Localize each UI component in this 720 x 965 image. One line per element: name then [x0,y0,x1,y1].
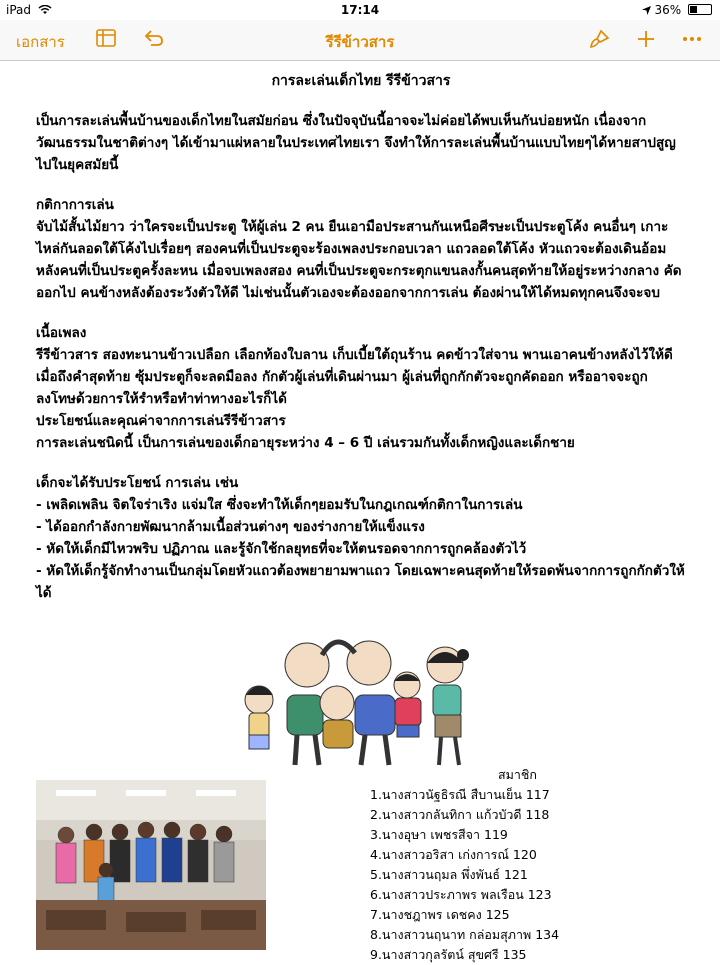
list-item: 8.นางสาวนฤนาท กล่อมสุภาพ 134 [370,927,560,942]
list-item: 3.นางอุษา เพชรสีจา 119 [370,827,508,842]
ending-paragraph: เมื่อถึงคำสุดท้าย ซุ้มประตูก็จะลดมือลง กักตัวผู้เล่นที่เดินผ่านมา ผู้เล่นที่ถูกกักตัวจะถูกคัดออก หรืออาจจะถูกลงโทษด้วยการให้รำหรือทำท่าทางอะไรก็ได้ [36,369,648,407]
lyrics-heading: เนื้อเพลง [36,325,87,341]
list-item: - ได้ออกกำลังกายพัฒนากล้ามเนื้อส่วนต่างๆ ของร่างกายให้แข็งแรง [36,519,425,535]
members-list [370,765,700,965]
more-icon [682,28,702,48]
list-item: 4.นางสาวอริสา เก่งการณ์ 120 [370,847,537,862]
lyrics-paragraph: รีรีข้าวสาร สองทะนานข้าวเปลือก เลือกท้องใบลาน เก็บเบี้ยใต้ถุนร้าน คดข้าวใส่จาน พานเอาคนข้างหลังไว้ให้ดี [36,347,673,363]
list-item: 7.นางชฎาพร เดชคง 125 [370,907,510,922]
plus-icon [636,29,656,49]
clock: 17:14 [340,3,380,17]
rules-heading: กติกาการเล่น [36,197,114,213]
list-item: - หัดให้เด็กรู้จักทำงานเป็นกลุ่มโดยหัวแถวต้องพยายามพาแถว โดยเฉพาะคนสุดท้ายให้รอดพ้นจากการถูกกักตัวให้ได้ [36,563,685,601]
intro-paragraph: เป็นการละเล่นพื้นบ้านของเด็กไทยในสมัยก่อน ซึ่งในปัจจุบันนี้อาจจะไม่ค่อยได้พบเห็นกันบ่อยหนัก เนื่องจากวัฒนธรรมในชาติต่างๆ ได้เข้ามาแผ่หลายในประเทศไทยเรา จึงทำให้การละเล่นพื้นบ้านแบบไทยๆได้หายสาปสูญไปในยุคสมัยนี้ [36,113,676,173]
children-playing-illustration [237,625,487,775]
benefit-paragraph: การละเล่นชนิดนี้ เป็นการเล่นของเด็กอายุระหว่าง 4 – 6 ปี เล่นรวมกันทั้งเด็กหญิงและเด็กชาย [36,435,575,451]
format-button[interactable] [588,29,610,53]
battery-icon [688,4,712,15]
members-heading: สมาชิก [498,767,537,782]
location-icon [642,6,651,15]
document-title[interactable]: รีรีข้าวสาร [325,33,395,51]
rules-paragraph: จับไม้สั้นไม้ยาว ว่าใครจะเป็นประตู ให้ผู้เล่น 2 คน ยืนเอามือประสานกันเหนือศีรษะเป็นประตูโค้ง คนอื่นๆ เกาะไหล่กันลอดใต้โค้งไปเรื่อยๆ สองคนที่เป็นประตูจะร้องเพลงประกอบเวลา แถวลอดใต้โค้ง หัวแถวจะต้องเดินอ้อมหลังคนที่เป็นประตูครั้งละหน เมื่อจบเพลงสอง คนที่เป็นประตูจะกระตุกแขนลงกั้นคนสุดท้ายให้อยู่ระหว่างกลาง คัดออกไป คนข้างหลังต้องระวังตัวให้ดี ไม่เช่นนั้นตัวเองจะต้องออกจากการเล่น ต้องผ่านให้ได้หมดทุกคนจึงจะจบ [36,219,682,301]
benefit-heading: ประโยชน์และคุณค่าจากการเล่นรีรีข้าวสาร [36,413,286,429]
list-item: 2.นางสาวกลันทิกา แก้วบัวดี 118 [370,807,550,822]
status-bar [0,0,720,20]
list-item: 5.นางสาวนฤมล พึ่งพันธ์ 121 [370,867,528,882]
document-body[interactable] [36,70,686,604]
more-button[interactable] [682,28,702,52]
list-item: 6.นางสาวประภาพร พลเรือน 123 [370,887,552,902]
list-item: - เพลิดเพลิน จิตใจร่าเริง แจ่มใส ซึ่งจะทำให้เด็กๆยอมรับในกฎเกณฑ์กติกาในการเล่น [36,497,523,513]
page-title: การละเล่นเด็กไทย รีรีข้าวสาร [271,73,451,89]
group-photo [36,780,266,950]
list-item: - หัดให้เด็กมีไหวพริบ ปฏิภาณ และรู้จักใช้กลยุทธที่จะให้ตนรอดจากการถูกคล้องตัวไว้ [36,541,527,557]
add-button[interactable] [636,29,656,53]
documents-back-button[interactable]: เอกสาร [16,33,65,51]
list-item: 1.นางสาวนัฐธิรณี สืบานเย็น 117 [370,787,550,802]
device-label: iPad [6,3,52,17]
kids-benefit-heading: เด็กจะได้รับประโยชน์ การเล่น เช่น [36,475,239,491]
paintbrush-icon [588,29,610,49]
list-item: 9.นางสาวกุลรัตน์ สุขศรี 135 [370,947,527,962]
battery-status: 36% [642,3,712,17]
toolbar [0,20,720,61]
